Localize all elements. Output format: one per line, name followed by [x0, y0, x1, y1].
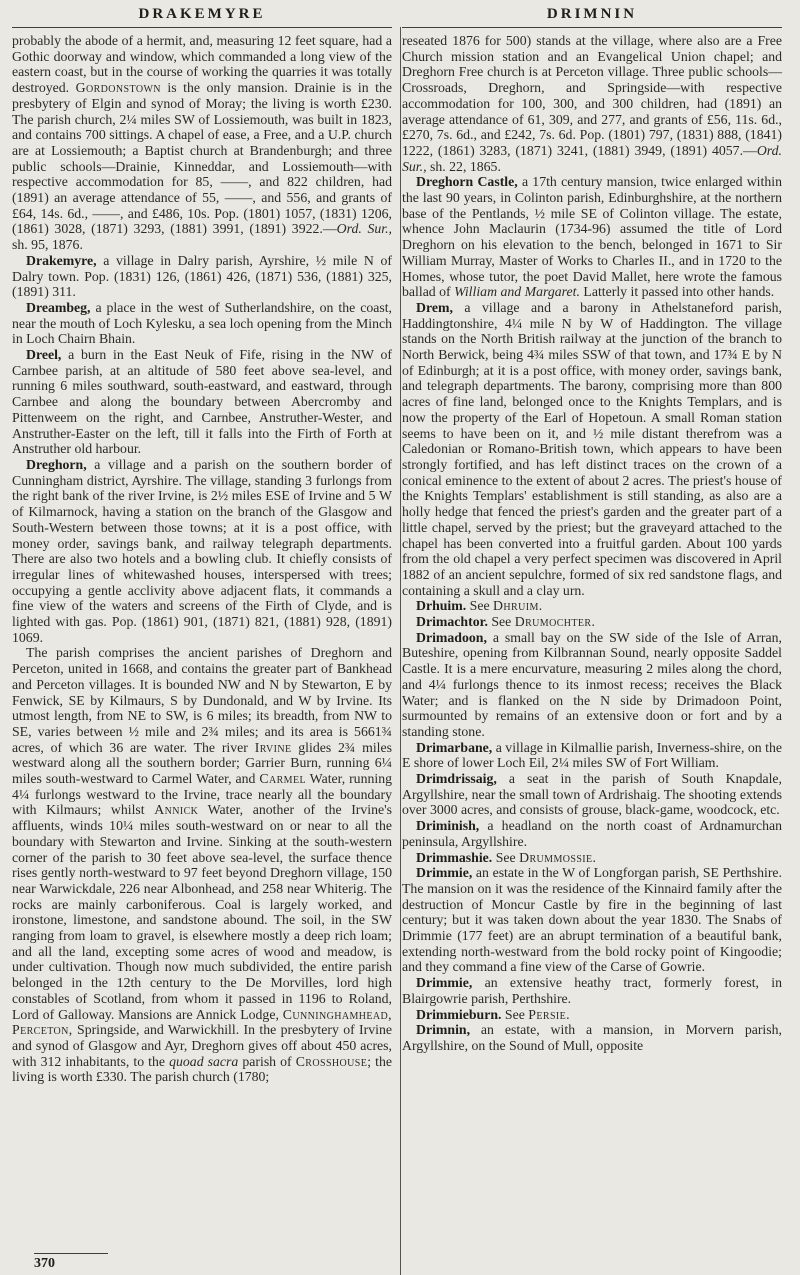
entry-text: a village and a barony in Athelstaneford parish, Haddingtonshire, 4¼ mile N by W of Haddington. The village stands on the North British railway at the junction of the branch to North Berwick, being 4¾ miles SSW of that town, and 17¾ E by N of Edinburgh; at it is a post office, with money order, savings bank, and telegraph departments. The barony, comprising more than 800 acres of fine land, belonged once to the Knights Templars, and is now the property of the Earl of Hopetoun. A small Roman station seems to have been on it, and ½ mile distant therefrom was a Caledonian or Romano-British town, which appears to have been strongly fortified, and has left distinct traces on the crown of a conical eminence to the extent of about 2 acres. The priest's house of the Knights Templars' establishment is still standing, as also are a holly hedge that fenced the priest's garden and the greater part of a little chapel, served by the priest; but the graveyard attached to the chapel has been converted into a fruitful garden. About 100 yards from the old chapel a very perfect specimen was discovered in April 1882 of an ancient sepulchre, formed of six red sandstone flags, and containing a skull and a clay urn. — [402, 299, 782, 598]
entry-text: a village in Dalry parish, Ayrshire, ½ mile N of Dalry town. Pop. (1831) 126, (1861) 426, (1871) 536, (1881) 325, (1891) 311. — [12, 252, 392, 300]
entry-text: parish of — [238, 1053, 296, 1069]
cross-reference: Cunninghamhead, Perceton, — [12, 1006, 392, 1038]
entry-dreghorn-parish — [12, 645, 392, 1085]
cross-reference: Irvine — [254, 739, 292, 755]
entry-text: sh. 95, 1876. — [12, 237, 83, 253]
entry-dreghorn-castle — [402, 174, 782, 300]
running-head — [0, 0, 800, 28]
cross-reference: Persie — [528, 1006, 567, 1022]
entry-text: a burn in the East Neuk of Fife, rising in the NW of Carnbee parish, at an altitude of 580 feet above sea-level, and running 6 miles southward, south-eastward, and eastward, through Carnbee and along the boundary between Abercromby and Pittenweem on the right, and Carnbee, Anstruther-Wester, and Anstruther-Easter on the left, till it falls into the Firth of Forth at Anstruther old harbour. — [12, 347, 392, 457]
cross-reference: Drumochter — [514, 614, 592, 630]
entry-text: ; the living is worth £330. The parish church (1780; — [12, 1053, 393, 1085]
entry-name: Dreghorn Castle, — [416, 174, 518, 190]
entry-text: See — [466, 598, 494, 614]
entry-name: Drakemyre, — [26, 252, 97, 268]
entry-name: Drimmashie. — [416, 849, 493, 865]
entry-text: . — [566, 1006, 570, 1022]
entry-name: Dreel, — [26, 347, 62, 363]
column-divider-rule — [400, 27, 401, 1275]
entry-drakemyre — [12, 253, 392, 300]
left-column — [12, 33, 392, 1085]
entry-text: sh. 22, 1865. — [426, 158, 501, 174]
entry-drimmie-estate — [402, 865, 782, 975]
entry-dreambeg — [12, 300, 392, 347]
entry-text: a small bay on the SW side of the Isle of Arran, Buteshire, opening from Kilbrannan Sound, nearly opposite Saddel Castle. It is a mere encurvature, measuring 2 miles along the chord, and 4¼ furlongs thence to its inmost recess; receives the Black Water; and is flanked on the N side by Drimadoon Point, surmounted by remains of an extensive doon or fort and by a standing stone. — [402, 629, 782, 739]
entry-name: Drimarbane, — [416, 739, 493, 755]
entry-text: a headland on the north coast of Ardnamurchan peninsula, Argyllshire. — [402, 818, 782, 849]
entry-dreghorn-village — [12, 457, 392, 645]
entry-drem — [402, 300, 782, 598]
entry-text: reseated 1876 for 500) stands at the village, where also are a Free Church mission station and an Evangelical Union chapel; and Dreghorn Free church is at Perceton village. Three public schools—Crossroads, Dreghorn, and Springside—with respective accommodation for 100, 300, and 300 children, had (1891) an average attendance of 61, 309, and 277, and grants of £56, 11s. 6d., £270, 7s. 6d., and £242, 7s. 6d. Pop. (1801) 797, (1831) 888, (1841) 1222, (1861) 3283, (1871) 3241, (1881) 3949, (1891) 4057.— — [402, 33, 782, 158]
running-head-left: DRAKEMYRE — [12, 6, 392, 28]
entry-name: Drimnin, — [416, 1022, 471, 1038]
entry-text: See — [492, 849, 520, 865]
entry-text: Water, another of the Irvine's affluents, winds 10¼ miles south-westward on or near to all the boundary with Stewarton and Irvine. Sinking at the south-western corner of the parish to 30 feet above sea-level, the surface thence rises gently north-westward to 97 feet beyond Dreghorn village, 150 near Warwickdale, 226 near Albonhead, and 258 near Whiterig. The rocks are mainly carboniferous. Coal is largely worked, and ironstone, limestone, and sandstone abound. The soil, in the SW ranging from loam to gravel, is elsewhere mostly a deep rich loam; and all the land, excepting some acres of wood and meadow, is under cultivation. Though now much subdivided, the entire parish belonged in the 12th century to the De Morvilles, lord high constables of Scotland, from whom it passed in 1196 to Roland, Lord of Galloway. Mansions are Annick Lodge, — [12, 802, 392, 1022]
entry-drimachtor — [402, 614, 782, 630]
entry-name: Driminish, — [416, 818, 480, 834]
entry-name: Dreghorn, — [26, 456, 87, 472]
cross-reference: Annick — [154, 802, 199, 818]
entry-name: Drimachtor. — [416, 614, 488, 630]
entry-drimadoon — [402, 630, 782, 740]
entry-name: Drimmie, — [416, 865, 473, 881]
entry-text: Ord. Sur., — [402, 142, 782, 174]
entry-dreel — [12, 347, 392, 457]
cross-reference: Carmel — [259, 771, 306, 787]
entry-drainie-continuation — [12, 33, 392, 253]
entry-text: an estate in the W of Longforgan parish, SE Perthshire. The mansion on it was the residence of the Kinnaird family after the destruction of Moncur Castle by fire in the beginning of last century; but it was taken down about the year 1830. The Snabs of Drimmie (177 feet) are an abrupt termination of a beautiful bank, extending north-westward from the bold rocky point of Kingoodie; and they command a fine view of the Carse of Gowrie. — [402, 865, 782, 975]
entry-text: a village in Kilmallie parish, Inverness-shire, on the E shore of lower Loch Eil, 2¼ miles SW of Fort William. — [402, 739, 782, 771]
cross-reference: Crosshouse — [295, 1053, 368, 1069]
entry-driminish — [402, 818, 782, 849]
entry-drimnin — [402, 1022, 782, 1053]
entry-name: Drem, — [416, 299, 453, 315]
entry-drimmashie — [402, 850, 782, 866]
entry-text: quoad sacra — [169, 1053, 239, 1069]
entry-text: The parish comprises the ancient parishes of Dreghorn and Perceton, united in 1668, and contains the greater part of Bankhead and Perceton villages. It is bounded NW and N by Stewarton, E by Fenwick, SE by Kilmaurs, S by Dundonald, and W by Irvine. Its utmost length, from NE to SW, is 6 miles; its breadth, from NW to SE, varies between ½ mile and 2¾ miles; and its area is 5661¾ acres, of which 36 are water. The river — [12, 645, 392, 755]
entry-text: Latterly it passed into other hands. — [579, 284, 775, 300]
entry-dreghorn-continuation — [402, 33, 782, 174]
entry-text: a 17th century mansion, twice enlarged within the last 90 years, in Colinton parish, Edinburghshire, at the northern base of the Pentlands, ½ mile SE of Colinton village. The estate, whence John Maclaurin (1734-96) assumed the title of Lord Dreghorn on his elevation to the bench, belonged in 1671 to Sir William Murray, Master of Works to Charles II., and in 1720 to the Homes, whose tutor, the poet David Mallet, here wrote the famous ballad of — [402, 174, 782, 300]
cross-reference: Dhruim — [493, 598, 539, 614]
entry-name: Drimdrissaig, — [416, 771, 497, 787]
entry-text: . — [592, 849, 596, 865]
entry-text: a village and a parish on the southern border of Cunningham district, Ayrshire. The village, standing 3 furlongs from the right bank of the river Irvine, is 2½ miles ESE of Irvine and 5 W of Kilmarnock, having a station on the branch of the Glasgow and South-Western between those towns; at it is a post office, with money order, savings bank, and railway telegraph departments. There are also two hotels and a bowling club. It chiefly consists of irregular lines of whitewashed houses, interspersed with trees; occupying a gentle acclivity above adjacent flats, it commands a fine view of the waters and screens of the Firth of Clyde, and is lighted with gas. Pop. (1861) 901, (1871) 821, (1881) 928, (1891) 1069. — [12, 456, 392, 645]
entry-name: Drimmie, — [416, 975, 473, 991]
entry-text: Springside, and Warwickhill. In the presbytery of Irvine and synod of Glasgow and Ayr, Dreghorn gives off about 450 acres, with 312 inhabitants, to the — [12, 1022, 392, 1069]
entry-text: William and Margaret. — [454, 284, 580, 300]
right-column — [402, 33, 782, 1085]
entry-text: . — [591, 614, 595, 630]
folio-rule — [34, 1253, 108, 1254]
entry-drimdrissaig — [402, 771, 782, 818]
entry-text: Ord. Sur., — [336, 221, 392, 237]
entry-name: Drhuim. — [416, 598, 467, 614]
entry-name: Drimadoon, — [416, 629, 487, 645]
entry-text: an extensive heathy tract, formerly forest, in Blairgowrie parish, Perthshire. — [402, 975, 782, 1006]
entry-text: a place in the west of Sutherlandshire, on the coast, near the mouth of Loch Kylesku, a sea loch opening from the Minch in Loch Chairn Bhain. — [12, 299, 392, 347]
page-number: 370 — [34, 1256, 55, 1271]
running-head-right: DRIMNIN — [402, 6, 782, 28]
entry-name: Dreambeg, — [26, 299, 91, 315]
entry-text: See — [501, 1006, 529, 1022]
entry-text: glides 2¾ miles westward along all the southern border; Garrier Burn, running 6¼ miles south-westward to Carmel Water, and — [12, 739, 392, 787]
entry-drhuim — [402, 598, 782, 614]
entry-text: a seat in the parish of South Knapdale, Argyllshire, near the small town of Ardrishaig. The shooting extends over 3000 acres, and consists of grouse, black-game, woodcock, etc. — [402, 771, 782, 818]
entry-drimarbane — [402, 740, 782, 771]
cross-reference: Drummossie — [519, 849, 593, 865]
page-folio — [34, 1253, 108, 1272]
entry-text: probably the abode of a hermit, and, measuring 12 feet square, had a Gothic doorway and window, which commanded a long view of the eastern coast, but in the course of working the quarries it was totally destroyed. — [12, 33, 392, 96]
entry-drimmieburn — [402, 1007, 782, 1023]
entry-name: Drimmieburn. — [416, 1006, 502, 1022]
entry-text: . — [538, 598, 543, 614]
entry-text: an estate, with a mansion, in Morvern parish, Argyllshire, on the Sound of Mull, opposite — [402, 1022, 782, 1053]
cross-reference: Gordonstown — [75, 80, 161, 96]
entry-text: Water, running 4¼ furlongs westward to the Irvine, trace nearly all the boundary with Kilmaurs; whilst — [12, 771, 392, 818]
entry-drimmie-tract — [402, 975, 782, 1006]
entry-text: is the only mansion. Drainie is in the presbytery of Elgin and synod of Moray; the living is worth £230. The parish church, 2¼ miles SW of Lossiemouth, was built in 1823, and contains 700 sittings. A chapel of ease, a Free, and a U.P. church are at Lossiemouth; a Baptist church at Brandenburgh; and three public schools—Drainie, Kinneddar, and Lossiemouth—with respective accommodation for 85, ——, and 822 children, had (1891) an average attendance of 55, ——, and 556, and grants of £64, 14s. 6d., ——, and £486, 10s. Pop. (1801) 1057, (1831) 1206, (1861) 3028, (1871) 3293, (1881) 3991, (1891) 3922.— — [12, 80, 392, 237]
entry-text: See — [487, 614, 515, 630]
